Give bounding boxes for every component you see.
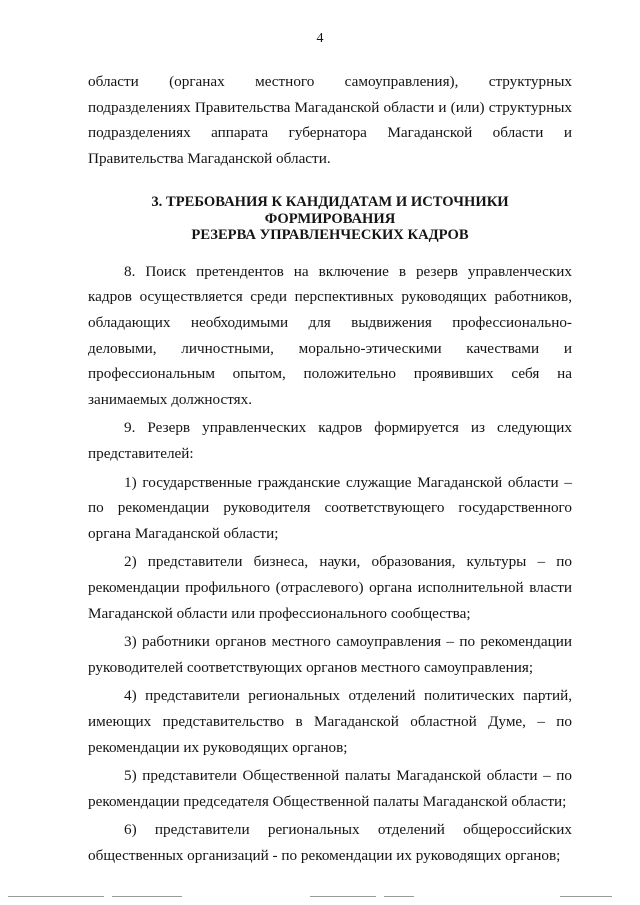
scan-artifact-line — [8, 896, 104, 897]
section-heading-line-2: РЕЗЕРВА УПРАВЛЕНЧЕСКИХ КАДРОВ — [191, 227, 469, 244]
section-heading — [88, 194, 572, 244]
scan-artifact-line — [112, 896, 182, 897]
paragraph-9: 9. Резерв управленческих кадров формируется из следующих представителей: — [88, 419, 572, 463]
paragraph-8: 8. Поиск претендентов на включение в резерв управленческих кадров осуществляется среди перспективных руководящих работников, обладающих необходимыми для выдвижения профессионально-деловыми, личностными, морально-этическими качествами и профессиональным опытом, положительно проявивших себя на занимаемых должностях. — [88, 262, 572, 408]
section-heading-line-1: 3. ТРЕБОВАНИЯ К КАНДИДАТАМ И ИСТОЧНИКИ ФОРМИРОВАНИЯ — [151, 194, 509, 227]
list-item-3: 3) работники органов местного самоуправления – по рекомендации руководителей соответствующих органов местного самоуправления; — [88, 633, 572, 676]
list-item-5: 5) представители Общественной палаты Магаданской области – по рекомендации председателя Общественной палаты Магаданской области; — [88, 767, 572, 810]
intro-paragraph: области (органах местного самоуправления), структурных подразделениях Правительства Магаданской области и (или) структурных подразделениях аппарата губернатора Магаданской области и Правительства Магаданской области. — [88, 73, 572, 167]
scan-artifact-line — [560, 896, 612, 897]
scan-artifact-line — [310, 896, 376, 897]
list-item-1: 1) государственные гражданские служащие Магаданской области – по рекомендации руководителя соответствующего государственного органа Магаданской области; — [88, 473, 572, 542]
document-body — [88, 69, 572, 869]
page-number: 4 — [316, 31, 324, 46]
list-item-4: 4) представители региональных отделений политических партий, имеющих представительство в Магаданской областной Думе, – по рекомендации их руководящих органов; — [88, 687, 572, 756]
scan-artifact-line — [384, 896, 414, 897]
list-item-2: 2) представители бизнеса, науки, образования, культуры – по рекомендации профильного (отраслевого) органа исполнительной власти Магаданской области или профессионального сообщества; — [88, 553, 572, 622]
list-item-6: 6) представители региональных отделений общероссийских общественных организаций - по рекомендации их руководящих органов; — [88, 821, 572, 864]
